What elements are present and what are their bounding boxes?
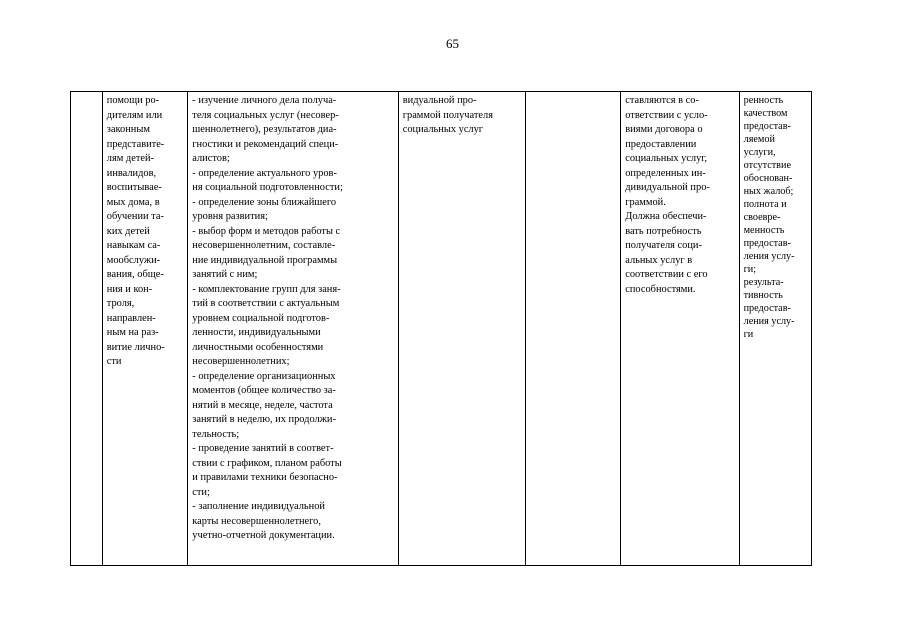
cell-number [71, 92, 103, 566]
quality-indicators-text: ренность качеством предостав- ляемой услуги, отсутствие обоснован- ных жалоб; полнота и своевре- менность предостав- ления услу- ги; результа- тивность предостав- ления услу- ги [743, 95, 795, 340]
cell-service-name [102, 92, 188, 566]
cell-conditions [621, 92, 739, 566]
conditions-text: ставляются в со- ответствии с усло- виями договора о предоставлении социальных услуг, определенных ин- дивидуальной про- граммой. Должна обеспечи- вать потребность получателя соци- альных услуг в соответствии с его способностями. [625, 95, 710, 295]
service-name-text: помощи ро- дителям или законным представите- лям детей- инвалидов, воспитывае- мых дома, в обучении та- ких детей навыкам са- мообслужи- вания, обще- ния и кон- троля, направлен- ным на раз- витие лично- сти [106, 95, 165, 367]
page-number: 65 [446, 36, 459, 51]
table-row [71, 92, 812, 566]
cell-quality-indicators [739, 92, 811, 566]
cell-service-content [188, 92, 398, 566]
provision-terms-text: видуальной про- граммой получателя социальных услуг [402, 95, 493, 135]
services-table [70, 91, 812, 566]
cell-provision-terms [398, 92, 525, 566]
service-content-text: - изучение личного дела получа- теля социальных услуг (несовер- шеннолетнего), результатов диа- гностики и рекомендаций специ- алистов; - определение актуального уров- ня социальной подготовленности; - определение зоны ближайшего уровня развития; - выбор форм и методов работы с несовершеннолетним, составле- ние индивидуальной программы занятий с ним; - комплектование групп для заня- тий в соответствии с актуальным уровнем социальной подготов- ленности, индивидуальными личностными особенностями несовершеннолетних; - определение организационных моментов (общее количество за- нятий в месяце, неделе, частота занятий в неделю, их продолжи- тельность; - проведение занятий в соответ- ствии с графиком, планом работы и правилами техники безопасно- сти; - заполнение индивидуальной карты несовершеннолетнего, учетно-отчетной документации. [192, 95, 343, 541]
cell-tariff [525, 92, 620, 566]
